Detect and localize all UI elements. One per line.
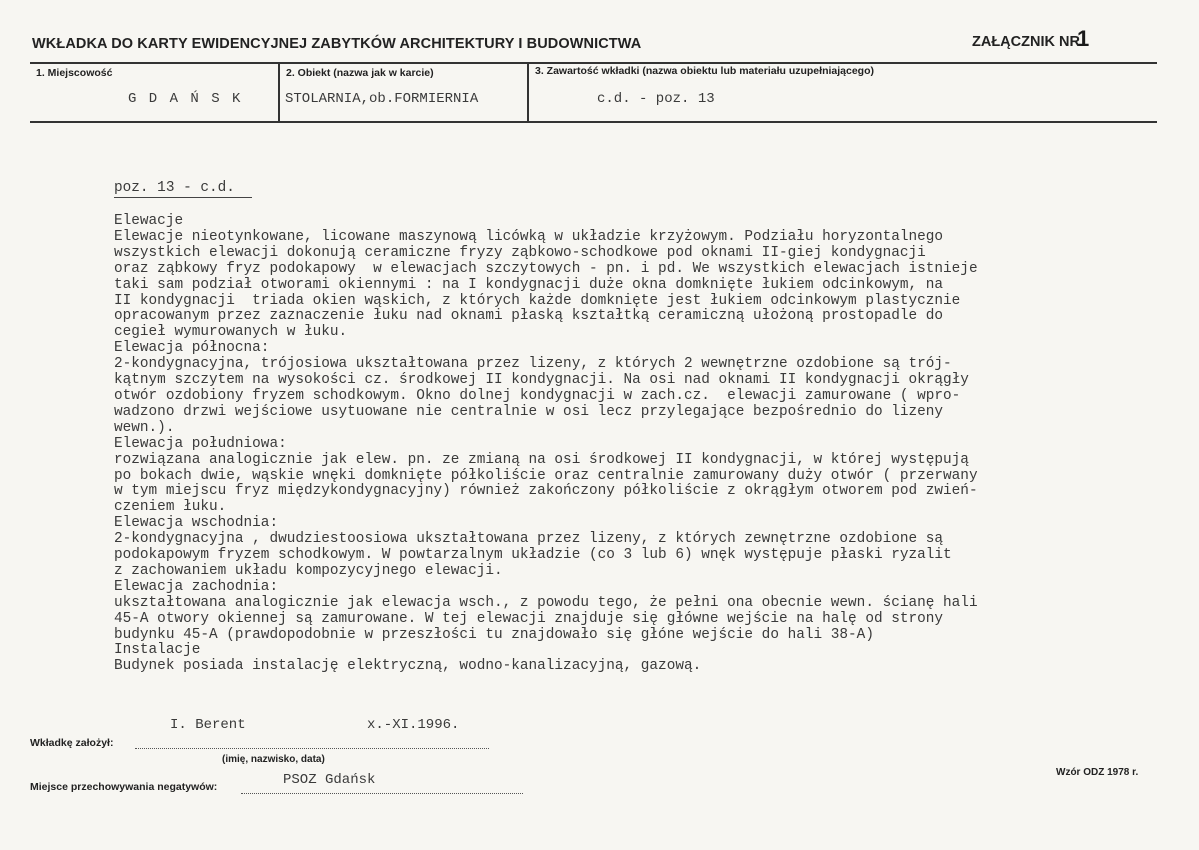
field-divider-1 (278, 62, 280, 122)
negatives-value: PSOZ Gdańsk (283, 772, 376, 788)
document-title: WKŁADKA DO KARTY EWIDENCYJNEJ ZABYTKÓW ARCHITEKTURY I BUDOWNICTWA (32, 36, 642, 52)
author-name: I. Berent (170, 717, 246, 733)
author-label: Wkładkę założył: (30, 737, 114, 749)
object-label: 2. Obiekt (nazwa jak w karcie) (286, 67, 434, 79)
description-text: Elewacje Elewacje nieotynkowane, licowane maszynową licówką w układzie krzyżowym. Podziału horyzontalnego wszystkich elewacji dokonują ceramiczne fryzy ząbkowo-schodkowe pod oknami II-giej kondygnacji oraz ząbkowy fryz podokapowy w elewacjach szczytowych - pn. i pd. We wszystkich elewacjach istnieje taki sam podział otworami okiennymi : na I kondygnacji duże okna domknięte łukiem odcinkowym, na II kondygnacji triada okien wąskich, z których każde domknięte jest łukiem odcinkowym plastycznie opracowanym przez zaznaczenie łuku nad oknami płaską kształtką ceramiczną ułożoną prostopadle do cegieł wymurowanych w łuku. Elewacja północna: 2-kondygnacyjna, trójosiowa ukształtowana przez lizeny, z których 2 wewnętrzne ozdobione są trój- kątnym szczytem na wysokości cz. środkowej II kondygnacji. Na osi nad oknami II kondygnacji okrągły otwór ozdobiony fryzem schodkowym. Okno dolnej kondygnacji w zach.cz. elewacji zamurowane ( wpro- wadzono drzwi wejściowe usytuowane nie centralnie w osi lecz przylegające bezpośrednio do lizeny wewn.). Elewacja południowa: rozwiązana analogicznie jak elew. pn. ze zmianą na osi środkowej II kondygnacji, w której występują po bokach dwie, wąskie wnęki domknięte półkoliście oraz centralnie zamurowany duży otwór ( przerwany w tym miejscu fryz międzykondygnacyjny) również zakończony półkoliście z okrągłym otworem pod zwień- czeniem łuku. Elewacja wschodnia: 2-kondygnacyjna , dwudziestoosiowa ukształtowana przez lizeny, z których zewnętrzne ozdobione są podokapowym fryzem schodkowym. W powtarzalnym układzie (co 3 lub 6) wnęk występuje płaski ryzalit z zachowaniem układu kompozycyjnego elewacji. Elewacja zachodnia: ukształtowana analogicznie jak elewacja wsch., z powodu tego, że pełni ona obecnie wewn. ścianę hali 45-A otwory okiennej są zamurowane. W tej elewacji znajduje się główne wejście na halę od strony budynku 45-A (prawdopodobnie w przeszłości tu znajdowało się głóne wejście do hali 38-A) Instalacje Budynek posiada instalację elektryczną, wodno-kanalizacyjną, gazową. (114, 213, 978, 675)
section-heading-underline (114, 197, 252, 198)
locality-value: G D A Ń S K (128, 91, 243, 107)
author-date: x.-XI.1996. (367, 717, 460, 733)
annex-label: ZAŁĄCZNIK NR (972, 34, 1080, 50)
annex-number: 1 (1077, 26, 1090, 51)
locality-label: 1. Miejscowość (36, 67, 113, 79)
content-label: 3. Zawartość wkładki (nazwa obiektu lub materiału uzupełniającego) (535, 65, 874, 77)
header-rule-bottom (30, 121, 1157, 123)
object-value: STOLARNIA,ob.FORMIERNIA (285, 91, 479, 107)
form-model-label: Wzór ODZ 1978 r. (1056, 767, 1139, 778)
author-hint: (imię, nazwisko, data) (222, 754, 325, 765)
content-value: c.d. - poz. 13 (597, 91, 715, 107)
header-rule-top (30, 62, 1157, 64)
negatives-label: Miejsce przechowywania negatywów: (30, 781, 218, 793)
negatives-dotted-line (241, 793, 523, 794)
field-divider-2 (527, 62, 529, 122)
section-heading: poz. 13 - c.d. (114, 180, 235, 196)
author-dotted-line (135, 748, 489, 749)
